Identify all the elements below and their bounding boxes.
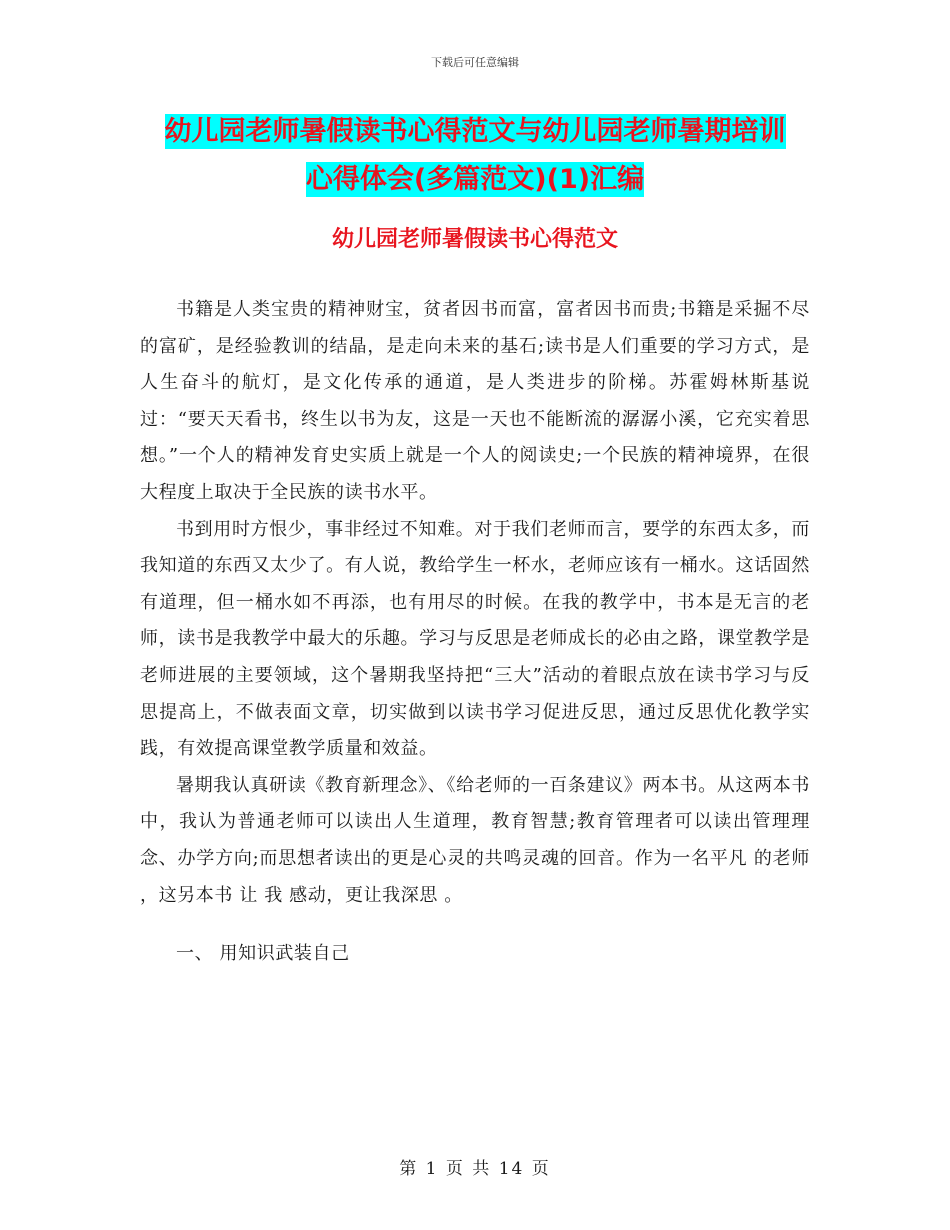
paragraph-3: 暑期我认真研读《教育新理念》、《给老师的一百条建议》两本书。从这两本书中，我认为普通老师可以读出人生道理，教育智慧;教育管理者可以读出管理理念、办学方向;而思想者读出的更是心灵的共鸣灵魂的回音。作为一名平凡 的老师 ，这另本书 让 我 感动，更让我深思 。 [140, 774, 810, 906]
document-title [140, 108, 810, 204]
document-title-line-1: 幼儿园老师暑假读书心得范文与幼儿园老师暑期培训 [164, 116, 786, 147]
page-footer: 第 1 页 共 14 页 [399, 1159, 551, 1179]
section-title: 幼儿园老师暑假读书心得范文 [331, 227, 618, 252]
paragraph-1: 书籍是人类宝贵的精神财宝，贫者因书而富，富者因书而贵;书籍是采掘不尽的富矿，是经验教训的结晶，是走向未来的基石;读书是人们重要的学习方式，是人生奋斗的航灯，是文化传承的通道，是人类进步的阶梯。苏霍姆林斯基说过：“要天天看书，终生以书为友，这是一天也不能断流的潺潺小溪，它充实着思想。”一个人的精神发育史实质上就是一个人的阅读史;一个民族的精神境界，在很大程度上取决于全民族的读书水平。 [140, 299, 810, 503]
subheading: 一、 用知识武装自己 [176, 943, 350, 965]
paragraph-2: 书到用时方恨少，事非经过不知难。对于我们老师而言，要学的东西太多，而我知道的东西又太少了。有人说，教给学生一杯水，老师应该有一桶水。这话固然有道理，但一桶水如不再添，也有用尽的时候。在我的教学中，书本是无言的老师，读书是我教学中最大的乐趣。学习与反思是老师成长的必由之路，课堂教学是老师进展的主要领域，这个暑期我坚持把“三大”活动的着眼点放在读书学习与反思提高上，不做表面文章，切实做到以读书学习促进反思，通过反思优化教学实践，有效提高课堂教学质量和效益。 [140, 518, 810, 760]
header-note: 下载后可任意编辑 [431, 56, 519, 69]
document-body [140, 292, 810, 973]
document-title-line-2: 心得体会(多篇范文)(1)汇编 [305, 164, 645, 195]
